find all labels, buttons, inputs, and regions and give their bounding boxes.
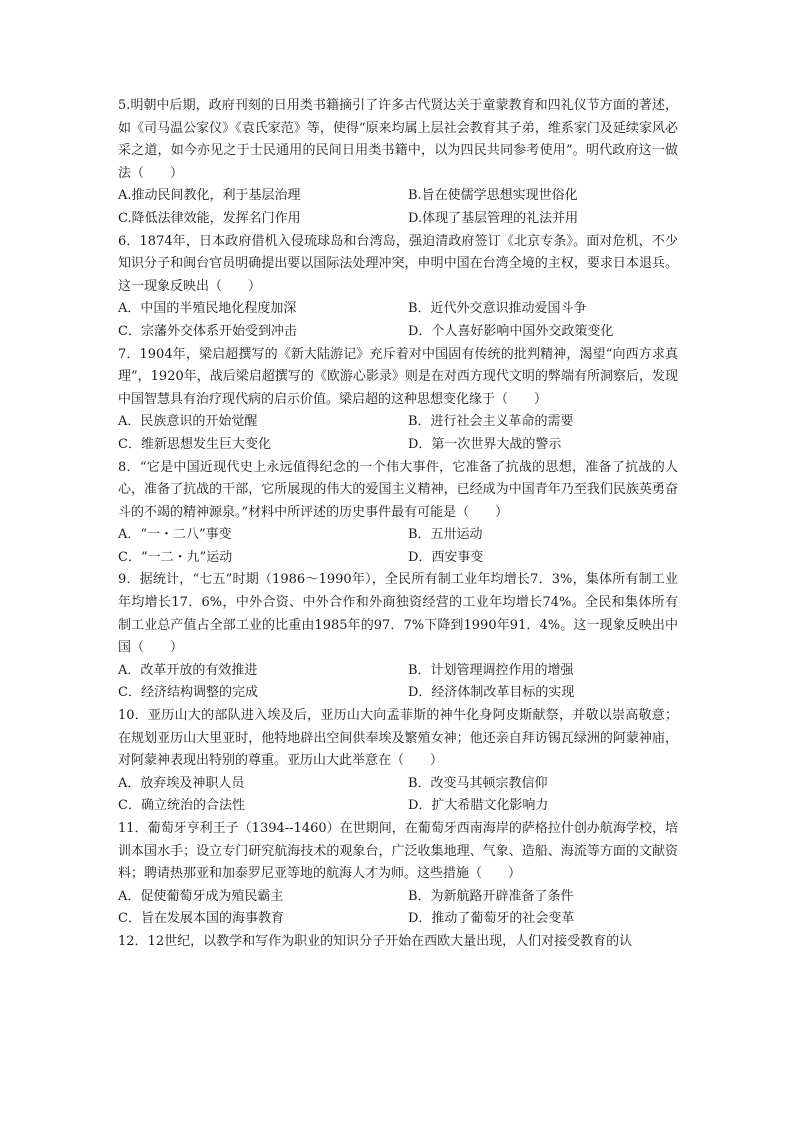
question-stem: 6．1874年，日本政府借机入侵琉球岛和台湾岛，强迫清政府签订《北京专条》。面对危机，不少知识分子和闽台官员明确提出要以国际法处理冲突，申明中国在台湾全境的主权，要求日本退兵。这一现象反映出（ ）	[118, 233, 678, 294]
option-b: B．近代外交意识推动爱国斗争	[408, 301, 587, 317]
option-d: D．第一次世界大战的警示	[408, 436, 562, 452]
option-b: B．计划管理调控作用的增强	[408, 662, 574, 678]
option-a: A．改革开放的有效推进	[118, 662, 258, 678]
question-7	[118, 344, 678, 457]
option-c: C.降低法律效能，发挥名门作用	[118, 210, 301, 226]
question-9	[118, 569, 678, 705]
question-6	[118, 231, 678, 344]
options-grid	[118, 524, 678, 569]
question-stem: 5.明朝中后期，政府刊刻的日用类书籍摘引了许多古代贤达关于童蒙教育和四礼仪节方面的著述，如《司马温公家仪》《袁氏家范》等，使得“原来均属上层社会教育其子弟，维系家门及延续家风必采之道，如今亦见之于士民通用的民间日用类书籍中，以为四民共同参考使用”。明代政府这一做法（ ）	[118, 98, 678, 181]
option-c: C．维新思想发生巨大变化	[118, 436, 271, 452]
question-stem: 11．葡萄牙亨利王子（1394--1460）在世期间，在葡萄牙西南海岸的萨格拉什创办航海学校，培训本国水手；设立专门研究航海技术的观象台，广泛收集地理、气象、造船、海流等方面的文献资料；聘请热那亚和加泰罗尼亚等地的航海人才为师。这些措施（ ）	[118, 821, 678, 882]
option-b: B.旨在使儒学思想实现世俗化	[408, 188, 578, 204]
question-5	[118, 95, 678, 231]
option-b: B．进行社会主义革命的需要	[408, 414, 574, 430]
option-c: C．旨在发展本国的海事教育	[118, 911, 284, 927]
option-b: B．为新航路开辟准备了条件	[408, 888, 574, 904]
question-stem: 8．“它是中国近现代史上永远值得纪念的一个伟大事件，它准备了抗战的思想，准备了抗战的人心，准备了抗战的干部，它所展现的伟大的爱国主义精神，已经成为中国青年乃至我们民族英勇奋斗的不竭的精神源泉。”材料中所评述的历史事件最有可能是（ ）	[118, 459, 678, 520]
question-stem: 12．12世纪，以教学和写作为职业的知识分子开始在西欧大量出现，人们对接受教育的认	[118, 933, 633, 949]
option-b: B．五卅运动	[408, 527, 483, 543]
options-grid	[118, 411, 678, 456]
option-a: A．促使葡萄牙成为殖民霸主	[118, 888, 284, 904]
option-d: D．推动了葡萄牙的社会变革	[408, 911, 575, 927]
options-grid	[118, 660, 678, 705]
option-b: B．改变马其顿宗教信仰	[408, 775, 548, 791]
option-a: A．中国的半殖民地化程度加深	[118, 301, 297, 317]
option-c: C．“一二・九”运动	[118, 549, 233, 565]
options-grid	[118, 298, 678, 343]
option-d: D.体现了基层管理的礼法并用	[408, 210, 579, 226]
question-stem: 9．据统计，“七五”时期（1986～1990年），全民所有制工业年均增长7．3%，集体所有制工业年均增长17．6%，中外合资、中外合作和外商独资经营的工业年均增长74%。全民和集体所有制工业总产值占全部工业的比重由1985年的97．7%下降到1990年91．4%。这一现象反映出中国（ ）	[118, 572, 678, 656]
option-a: A．民族意识的开始觉醒	[118, 414, 258, 430]
question-11	[118, 818, 678, 931]
question-8	[118, 457, 678, 570]
question-10	[118, 705, 678, 818]
option-a: A．放弃埃及神职人员	[118, 775, 245, 791]
question-stem: 10．亚历山大的部队进入埃及后，亚历山大向孟菲斯的神牛化身阿皮斯献祭，并敬以崇高敬意；在规划亚历山大里亚时，他特地辟出空间供奉埃及繁殖女神；他还亲自拜访锡瓦绿洲的阿蒙神庙，对阿蒙神表现出特别的尊重。亚历山大此举意在（ ）	[118, 708, 678, 769]
options-grid	[118, 773, 678, 818]
options-grid	[118, 185, 678, 230]
option-d: D．经济体制改革目标的实现	[408, 685, 575, 701]
option-d: D．个人喜好影响中国外交政策变化	[408, 323, 614, 339]
question-12	[118, 931, 678, 954]
option-c: C．宗藩外交体系开始受到冲击	[118, 323, 297, 339]
option-c: C．经济结构调整的完成	[118, 685, 258, 701]
question-stem: 7．1904年，梁启超撰写的《新大陆游记》充斥着对中国固有传统的批判精神，渴望“向西方求真理”，1920年，战后梁启超撰写的《欧游心影录》则是在对西方现代文明的弊端有所洞察后，发现中国智慧具有治疗现代病的启示价值。梁启超的这种思想变化缘于（ ）	[118, 346, 678, 407]
option-d: D．西安事变	[408, 549, 484, 565]
option-d: D．扩大希腊文化影响力	[408, 798, 549, 814]
option-c: C．确立统治的合法性	[118, 798, 245, 814]
option-a: A.推动民间教化，利于基层治理	[118, 188, 301, 204]
option-a: A．“一・二八”事变	[118, 527, 232, 543]
exam-page	[118, 95, 678, 954]
options-grid	[118, 886, 678, 931]
